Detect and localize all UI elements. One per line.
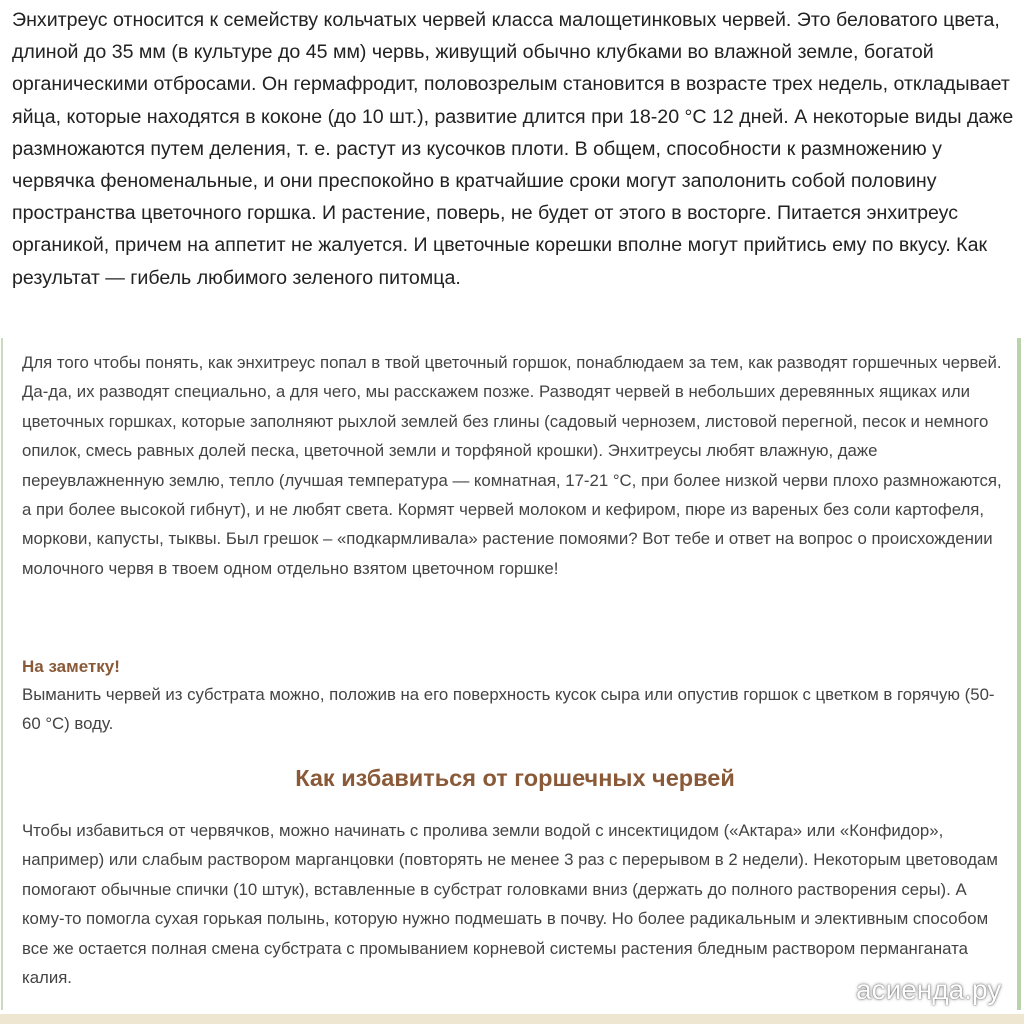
article-frame <box>1 338 1021 1010</box>
watermark-text: асиенда.ру <box>856 973 1002 1005</box>
footer-strip <box>0 1014 1024 1024</box>
intro-paragraph: Энхитреус относится к семейству кольчатых червей класса малощетинковых червей. Это беловатого цвета, длиной до 35 мм (в культуре до 45 мм) червь, живущий обычно клубками во влажной земле, богатой органическими отбросами. Он гермафродит, половозрелым становится в возрасте трех недель, откладывает яйца, которые находятся в коконе (до 10 шт.), развитие длится при 18-20 °С 12 дней. А некоторые виды даже размножаются путем деления, т. е. растут из кусочков плоти. В общем, способности к размножению у червячка феноменальные, и они преспокойно в кратчайшие сроки могут заполонить собой половину пространства цветочного горшка. И растение, поверь, не будет от этого в восторге. Питается энхитреус органикой, причем на аппетит не жалуется. И цветочные корешки вполне могут прийтись ему по вкусу. Как результат — гибель любимого зеленого питомца. <box>12 9 1014 289</box>
note-title: На заметку! <box>22 657 120 676</box>
article-paragraph-1: Для того чтобы понять, как энхитреус попал в твой цветочный горшок, понаблюдаем за тем, как разводят горшечных червей. Да-да, их разводят специально, а для чего, мы расскажем позже. Разводят червей в небольших деревянных ящиках или цветочных горшках, которые заполняют рыхлой землей без глины (садовый чернозем, листовой перегной, песок и немного опилок, смесь равных долей песка, цветочной земли и торфяной крошки). Энхитреусы любят влажную, даже переувлажненную землю, тепло (лучшая температура — комнатная, 17-21 °С, при более низкой черви плохо размножаются, а при более высокой гибнут), и не любят света. Кормят червей молоком и кефиром, пюре из вареных без соли картофеля, моркови, капусты, тыквы. Был грешок – «подкармливала» растение помоями? Вот тебе и ответ на вопрос о происхождении молочного червя в твоем одном отдельно взятом цветочном горшке! <box>22 353 1002 578</box>
note-text: Выманить червей из субстрата можно, положив на его поверхность кусок сыра или опустив горшок с цветком в горячую (50-60 °С) воду. <box>22 685 995 734</box>
top-text-block <box>0 0 1024 338</box>
article-screenshot <box>0 338 1024 1024</box>
article-paragraph-2: Чтобы избавиться от червячков, можно начинать с пролива земли водой с инсектицидом («Актара» или «Конфидор», например) или слабым раствором марганцовки (повторять не менее 3 раз с перерывом в 2 недели). Некоторым цветоводам помогают обычные спички (10 штук), вставленные в субстрат головками вниз (держать до полного растворения серы). А кому-то помогла сухая горькая полынь, которую нужно подмешать в почву. Но более радикальным и элективным способом все же остается полная смена субстрата с промыванием корневой системы растения бледным раствором перманганата калия. <box>22 821 998 988</box>
leaf-logo-icon <box>820 968 854 1012</box>
site-watermark <box>820 962 1020 1014</box>
section-heading: Как избавиться от горшечных червей <box>295 765 735 791</box>
